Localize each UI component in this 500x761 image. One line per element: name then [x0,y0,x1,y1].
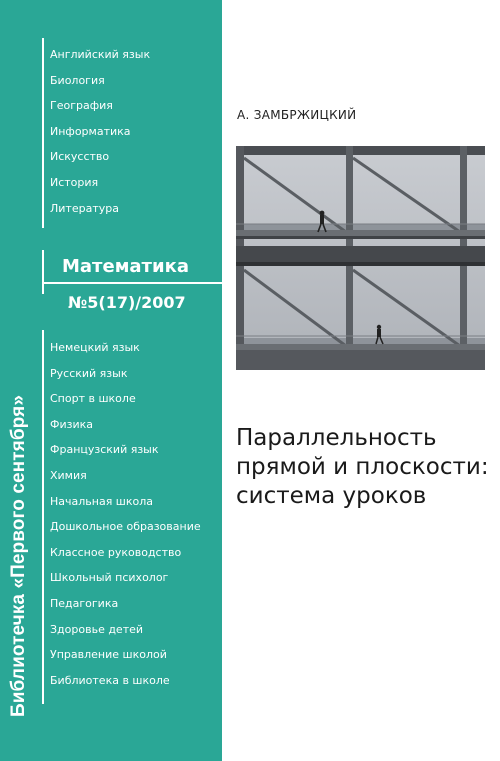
subject-item: Педагогика [50,596,119,610]
book-title [236,424,496,511]
cover-photo [236,146,485,370]
subject-item: Начальная школа [50,494,154,508]
subject-item: Физика [50,417,94,431]
subject-list-bottom [50,335,201,693]
subject-list-top [50,42,150,221]
subject-item: Школьный психолог [50,571,169,585]
issue-number: №5(17)/2007 [68,293,186,312]
author-name: А. ЗАМБРЖИЦКИЙ [237,108,357,122]
subject-item: Литература [50,201,119,215]
series-title-container [8,19,36,739]
subject-underline [44,282,222,284]
subject-item: География [50,99,113,113]
series-panel [0,0,222,761]
series-title: Библиотечка «Первого сентября» [8,395,29,717]
subject-item: Французский язык [50,443,159,457]
subject-item: Библиотека в школе [50,673,170,687]
subject-item: Искусство [50,150,110,164]
divider-line [42,250,44,294]
divider-line [42,38,44,228]
subject-item: Классное руководство [50,545,182,559]
subject-item: Управление школой [50,648,167,662]
subject-item: Здоровье детей [50,622,144,636]
subject-item: История [50,175,99,189]
subject-item: Спорт в школе [50,392,136,406]
subject-item: Информатика [50,124,131,138]
title-line: прямой и плоскости: [236,454,489,480]
current-subject: Математика [62,256,189,277]
subject-item: Английский язык [50,48,151,61]
subject-item: Биология [50,73,105,87]
subject-item: Химия [50,468,87,482]
divider-line [42,330,44,704]
title-line: Параллельность [236,425,437,451]
subject-item: Немецкий язык [50,341,140,354]
subject-item: Русский язык [50,366,128,380]
title-line: система уроков [236,483,427,509]
subject-item: Дошкольное образование [50,520,201,534]
